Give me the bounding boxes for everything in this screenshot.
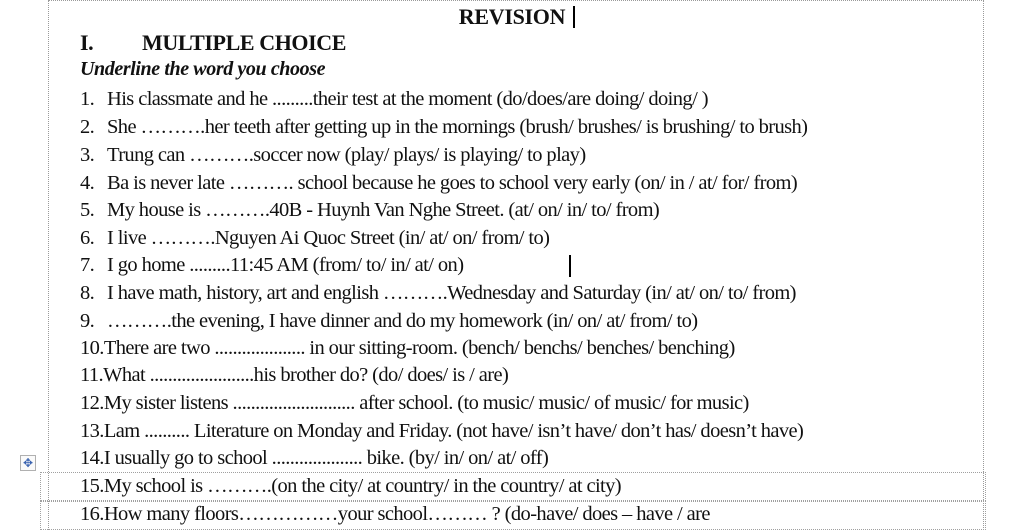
question-item — [80, 226, 549, 250]
question-text: There are two .................... in our sitting-room. (bench/ benchs/ benches/ benching) — [103, 337, 735, 359]
text-cursor — [573, 6, 575, 28]
question-text: I have math, history, art and english ……….Wednesday and Saturday (in/ at/ on/ to/ from) — [107, 282, 796, 304]
question-number: 6. — [80, 227, 95, 249]
question-text: I usually go to school .................... bike. (by/ in/ on/ at/ off) — [103, 447, 549, 469]
question-number: 12. — [80, 392, 104, 414]
section-number: I. — [80, 30, 94, 55]
question-number: 9. — [80, 310, 95, 332]
section-title: MULTIPLE CHOICE — [142, 30, 347, 55]
question-text: Trung can ……….soccer now (play/ plays/ is playing/ to play) — [107, 144, 586, 166]
question-text: How many floors……………your school……… ? (do-have/ does – have / are — [103, 503, 710, 525]
question-text: My house is ……….40B - Huynh Van Nghe Street. (at/ on/ in/ to/ from) — [107, 199, 660, 221]
question-item — [80, 391, 749, 415]
question-item — [80, 198, 659, 222]
question-number: 5. — [80, 199, 95, 221]
question-text: ……….the evening, I have dinner and do my homework (in/ on/ at/ from/ to) — [107, 310, 698, 332]
question-number: 3. — [80, 144, 95, 166]
question-text: My school is ……….(on the city/ at country/ in the country/ at city) — [103, 475, 622, 497]
question-item — [80, 474, 621, 498]
question-text: His classmate and he .........their test at the moment (do/does/are doing/ doing/ ) — [107, 88, 708, 110]
question-item — [80, 143, 586, 167]
question-item — [80, 171, 797, 195]
question-item — [80, 336, 735, 360]
question-item — [80, 363, 508, 387]
question-number: 14. — [80, 447, 104, 469]
question-number: 15. — [80, 475, 104, 497]
question-number: 1. — [80, 88, 95, 110]
question-number: 7. — [80, 254, 95, 276]
document-title: REVISION — [458, 4, 566, 29]
question-item — [80, 253, 463, 277]
question-text: Lam .......... Literature on Monday and Friday. (not have/ isn’t have/ don’t has/ doesn’t have) — [103, 420, 804, 442]
move-arrows-icon[interactable]: ✥ — [20, 455, 36, 471]
question-number: 13. — [80, 420, 104, 442]
question-number: 10. — [80, 337, 104, 359]
question-number: 11. — [80, 364, 104, 386]
question-text: I go home .........11:45 AM (from/ to/ in/ at/ on) — [107, 254, 464, 276]
question-number: 2. — [80, 116, 95, 138]
section-heading — [80, 30, 346, 56]
question-text: She ……….her teeth after getting up in the mornings (brush/ brushes/ is brushing/ to brush) — [107, 116, 808, 138]
question-item — [80, 309, 697, 333]
question-item — [80, 115, 807, 139]
question-text: My sister listens ........................... after school. (to music/ music/ of music/ for music) — [103, 392, 749, 414]
question-item — [80, 502, 710, 526]
question-item — [80, 87, 708, 111]
question-text: Ba is never late ………. school because he goes to school very early (on/ in / at/ for/ from) — [107, 172, 798, 194]
question-number: 16. — [80, 503, 104, 525]
instruction: Underline the word you choose — [80, 58, 326, 80]
question-text: I live ……….Nguyen Ai Quoc Street (in/ at/ on/ from/ to) — [107, 227, 550, 249]
question-item — [80, 419, 803, 443]
text-cursor-2 — [569, 255, 571, 277]
question-item — [80, 281, 796, 305]
question-number: 4. — [80, 172, 95, 194]
question-text: What .......................his brother do? (do/ does/ is / are) — [103, 364, 509, 386]
question-number: 8. — [80, 282, 95, 304]
question-item — [80, 446, 548, 470]
